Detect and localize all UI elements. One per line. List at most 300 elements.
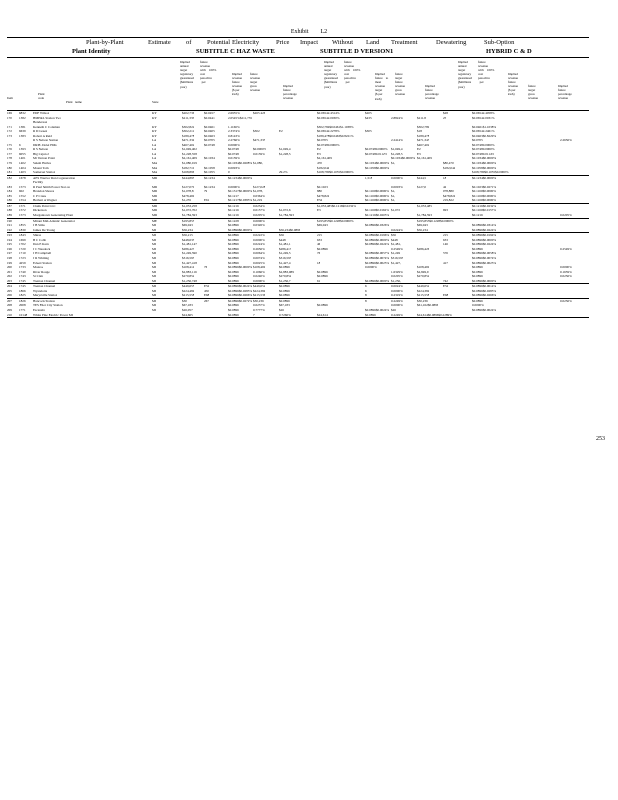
cell-item: 177 bbox=[7, 151, 12, 156]
cell-c: $0.0896 bbox=[228, 312, 239, 317]
header-h-implied-revenue: Implied revenue future revenue ($ per kwh) bbox=[508, 72, 519, 97]
cell-e: $1,249,5 bbox=[279, 251, 291, 256]
cell-i: $211.8 bbox=[417, 115, 426, 120]
cell-h: $1, bbox=[391, 161, 396, 166]
cell-st: MI bbox=[152, 307, 157, 312]
cell-a: $67,183 bbox=[182, 303, 193, 308]
cell-name: Dickerson bbox=[33, 208, 47, 213]
cell-name: Salem Harbor bbox=[33, 161, 52, 166]
cell-st: LA bbox=[152, 156, 157, 161]
cell-j: 693 bbox=[443, 208, 448, 213]
cell-name: Marysville Station bbox=[33, 293, 58, 298]
cell-d: $108,469 bbox=[253, 265, 266, 270]
cell-j: 742 bbox=[443, 278, 448, 283]
cell-id: 1723 bbox=[19, 255, 26, 260]
cell-i: $1,784,593 bbox=[417, 213, 432, 218]
cell-b: $0.0441 bbox=[204, 115, 215, 120]
cell-h: 0.0000% bbox=[391, 288, 403, 293]
cell-name: J B Sims bbox=[33, 223, 45, 228]
cell-a: $302,822 bbox=[182, 124, 195, 129]
cell-b: 79 bbox=[204, 189, 208, 194]
cell-e: $1,228,5 bbox=[279, 151, 291, 156]
cell-k: $0.0896 bbox=[472, 246, 483, 251]
cell-a: $1,481,147 bbox=[182, 242, 197, 247]
cell-a: $471,334 bbox=[182, 138, 195, 143]
cell-i: $2,161,409 bbox=[417, 156, 432, 161]
cell-i: E2 bbox=[417, 147, 421, 152]
cell-id: 1740 bbox=[19, 269, 26, 274]
cell-d: 0.0222% bbox=[253, 233, 265, 238]
cell-e: 29.2% bbox=[279, 170, 288, 175]
cell-name: Mount Tom bbox=[33, 165, 49, 170]
cell-id: 6055 bbox=[19, 151, 26, 156]
cell-name: B C Cobb bbox=[33, 237, 47, 242]
header-plant-code: Plant code bbox=[38, 92, 45, 101]
cell-d: 0.0224% bbox=[253, 242, 265, 247]
cell-st: MD bbox=[152, 198, 158, 203]
cell-i: $270,852 bbox=[417, 274, 430, 279]
cell-name: Mt Vernon Point bbox=[33, 156, 55, 161]
cell-item: 195 bbox=[7, 242, 12, 247]
cell-k: $0.1160$0.0000% bbox=[472, 193, 497, 198]
cell-e: $1,049,4 bbox=[279, 147, 291, 152]
cell-id: 1702 bbox=[19, 242, 26, 247]
cell-st: LA bbox=[152, 151, 157, 156]
cell-h: $316,593 bbox=[391, 255, 404, 260]
cell-a: $302,211 bbox=[182, 129, 195, 134]
cell-item: 185 bbox=[7, 193, 12, 198]
cell-k: $0.0896$0.0024% bbox=[472, 307, 497, 312]
cell-st: KY bbox=[152, 133, 157, 138]
cell-name: Dan E Karn bbox=[33, 242, 49, 247]
cell-d: 0.0000% bbox=[253, 278, 265, 283]
cell-c: $0.1317$0.0000% bbox=[228, 189, 253, 194]
cell-k: $0.0896$0.0314% bbox=[472, 223, 497, 228]
cell-c: $0.0896 bbox=[228, 246, 239, 251]
subtitle-group-d: SUBTITLE D VERSION1 bbox=[320, 48, 394, 55]
cell-e: $56,234$0.0896 bbox=[279, 227, 301, 232]
cell-name: R Paul Smith Power Stat on bbox=[33, 184, 70, 189]
cell-e: $67,183 bbox=[279, 303, 290, 308]
cell-c: $0.0896 bbox=[228, 255, 239, 260]
cell-d: $30,236 bbox=[253, 298, 264, 303]
title-word: Impact bbox=[300, 39, 319, 46]
cell-name: Wyandotte bbox=[33, 288, 48, 293]
cell-f: E52 bbox=[317, 198, 323, 203]
cell-id: 1573 bbox=[19, 213, 26, 218]
cell-a: $1,784,593 bbox=[182, 213, 197, 218]
cell-name: Facility bbox=[33, 180, 44, 185]
cell-id: 1825 bbox=[19, 293, 26, 298]
cell-g: $0.07480.0112% bbox=[365, 151, 388, 156]
cell-name: J H Campbell bbox=[33, 251, 52, 256]
cell-j: 25 bbox=[443, 115, 447, 120]
cell-h: $448 bbox=[391, 237, 398, 242]
cell-f: $0.0896 bbox=[317, 303, 328, 308]
cell-name: Herbert A Wagner bbox=[33, 198, 57, 203]
cell-c: $0.0896 bbox=[228, 260, 239, 265]
cell-c: $0.0896 bbox=[228, 303, 239, 308]
cell-j: 146 bbox=[443, 242, 448, 247]
cell-k: $0.0461$1.1038% bbox=[472, 124, 497, 129]
cell-st: MI bbox=[152, 242, 157, 247]
header-c-annual-target: Implied annual target regulatory guaranteed ($millions year) bbox=[180, 60, 194, 89]
cell-h: 0.0205% bbox=[391, 274, 403, 279]
cell-j: 633 bbox=[443, 237, 448, 242]
cell-k: $0.0896$0.0194% bbox=[472, 233, 497, 238]
cell-name: AES Warrior Run Cogeneration bbox=[33, 175, 76, 180]
cell-k: $0.0896$0.0025% bbox=[472, 260, 497, 265]
cell-a: $182,710 bbox=[182, 165, 195, 170]
title-word: Land bbox=[366, 39, 380, 46]
cell-name: Mirant Mid-Atlantic Generation bbox=[33, 218, 76, 223]
title-word: Plant-by-Plant bbox=[86, 39, 124, 46]
header-item: Item bbox=[7, 96, 13, 100]
cell-f: E3 bbox=[317, 151, 321, 156]
cell-st: LA bbox=[152, 138, 157, 143]
cell-g: $0.1216$0.0205% bbox=[365, 213, 390, 218]
cell-d: 0.0234% bbox=[253, 203, 265, 208]
cell-e: $1,784,593 bbox=[279, 213, 294, 218]
cell-f: 215 bbox=[317, 233, 322, 238]
cell-j: $478,824 bbox=[443, 193, 456, 198]
cell-k: $0.0896$0.0000% bbox=[472, 278, 497, 283]
cell-st: KY bbox=[152, 124, 157, 129]
cell-f: 61 bbox=[317, 278, 321, 283]
cell-name: Monroe bbox=[33, 265, 44, 270]
cell-k: $0.1034$0.0000% bbox=[472, 161, 497, 166]
title-word: Estimate bbox=[148, 39, 171, 46]
cell-e: $1,256,7 bbox=[279, 278, 291, 283]
cell-k: $0.07480.0000% bbox=[472, 142, 495, 147]
cell-name: R D Green bbox=[33, 129, 48, 134]
cell-id: 1855 bbox=[19, 223, 26, 228]
cell-k: $0.0896 bbox=[472, 269, 483, 274]
cell-name: Kenneth C Coleman bbox=[33, 124, 60, 129]
cell-item: 171 bbox=[7, 124, 12, 129]
cell-st: MI bbox=[152, 265, 157, 270]
cell-item: 203 bbox=[7, 278, 12, 283]
cell-c: $0.0896$0.0266% bbox=[228, 293, 253, 298]
cell-item: 192 bbox=[7, 227, 12, 232]
cell-a: $24,665 bbox=[182, 312, 193, 317]
cell-h: 0.2249% bbox=[391, 298, 403, 303]
cell-c: $0.1216 bbox=[228, 213, 239, 218]
cell-item: 178 bbox=[7, 156, 12, 161]
cell-f: $182,044 bbox=[317, 165, 330, 170]
cell-st: MI bbox=[152, 278, 157, 283]
header-state: State bbox=[152, 100, 159, 104]
cell-name: James De Young bbox=[33, 227, 56, 232]
cell-a: $1,235 bbox=[182, 198, 192, 203]
cell-id: 1382 bbox=[19, 115, 26, 120]
cell-e: $56 bbox=[279, 233, 284, 238]
cell-j: $28 bbox=[443, 111, 448, 115]
cell-c: 0.0000% bbox=[228, 184, 240, 189]
cell-g: $0.1160$0.0162% bbox=[365, 208, 390, 213]
cell-k: $0.1160$0.0000% bbox=[472, 189, 497, 194]
exhibit-number: L2 bbox=[320, 29, 328, 35]
cell-a: $286,427 bbox=[182, 246, 195, 251]
cell-c: $0.0748 bbox=[228, 147, 239, 152]
cell-a: $168,896 bbox=[182, 170, 195, 175]
cell-name: J R Whiting bbox=[33, 255, 49, 260]
cell-a: $1,072,702 bbox=[182, 208, 197, 213]
cell-i: $61,162$0.0896 bbox=[417, 303, 439, 308]
cell-id: 6 bbox=[19, 142, 21, 147]
cell-g: 1,518 bbox=[365, 175, 373, 180]
cell-item: 179 bbox=[7, 161, 12, 166]
cell-k: $0.1034$0.0000% bbox=[472, 156, 497, 161]
cell-h: 0.0024% bbox=[391, 284, 403, 289]
cell-k: $0.07480.0114% bbox=[472, 151, 495, 156]
cell-b: E61 bbox=[204, 198, 210, 203]
cell-id: 1402 bbox=[19, 161, 26, 166]
cell-st: MI bbox=[152, 284, 157, 289]
cell-f: $0.06542.0030% bbox=[317, 115, 340, 120]
cell-i: $127,0 bbox=[417, 184, 427, 189]
cell-st: MI bbox=[152, 269, 157, 274]
cell-h: 0.0000% bbox=[391, 303, 403, 308]
cell-h: 0.0000% bbox=[391, 175, 403, 180]
cell-c: 0.8143% bbox=[228, 133, 240, 138]
cell-k: $0.0896 bbox=[472, 274, 483, 279]
cell-a: $478,469 bbox=[182, 193, 195, 198]
cell-k: $0.1216 bbox=[472, 213, 483, 218]
cell-k: $0.06542.2461% bbox=[472, 129, 495, 134]
cell-g: 0.0000% bbox=[365, 265, 377, 270]
cell-g: $0.0896$0.0196% bbox=[365, 233, 390, 238]
cell-c: $0.0896$0.0024% bbox=[228, 284, 253, 289]
cell-a: $2,883,116 bbox=[182, 269, 197, 274]
cell-e: $0.0896 bbox=[279, 298, 290, 303]
cell-i: $189,478 bbox=[417, 133, 430, 138]
cell-name: C P Crane bbox=[33, 193, 47, 198]
cell-k: $0.1160$0.0157% bbox=[472, 208, 497, 213]
cell-b: $0.1058 bbox=[204, 165, 215, 170]
cell-i: $244,5 bbox=[417, 175, 427, 180]
cell-c: 0.0000% bbox=[228, 142, 240, 147]
header-plant-name: Plant name bbox=[66, 100, 82, 104]
cell-i: $302,789 bbox=[417, 124, 430, 129]
header-d-implied-revenue: Implied future to meet revenue target ($ per kwh) bbox=[375, 72, 389, 101]
cell-b: 267 bbox=[204, 298, 209, 303]
cell-d: 0.7777% bbox=[253, 307, 265, 312]
cell-k: 0.0000% bbox=[472, 303, 484, 308]
cell-id: 602 bbox=[19, 189, 24, 194]
cell-g: $0.07480.0000% bbox=[365, 147, 388, 152]
cell-g: $305 bbox=[365, 129, 372, 134]
cell-item: 206 bbox=[7, 293, 12, 298]
header-c-revenue-target: future revenue target gross revenue bbox=[250, 72, 261, 93]
cell-j: 215 bbox=[443, 233, 448, 238]
cell-id: 1678 bbox=[19, 175, 26, 180]
cell-c: $0.0896$0.0272% bbox=[228, 298, 253, 303]
cell-e: $0.0896 bbox=[279, 288, 290, 293]
cell-l: 0.0256% bbox=[560, 274, 572, 279]
cell-e: $0.0896 bbox=[279, 293, 290, 298]
cell-d: $1,080, bbox=[253, 161, 263, 166]
cell-j: E52 bbox=[443, 284, 449, 289]
cell-i: $56,234 bbox=[417, 227, 428, 232]
cell-d: 0.0205% bbox=[253, 213, 265, 218]
cell-id: 1733 bbox=[19, 265, 26, 270]
cell-c: $0.1034$0.0208% bbox=[228, 161, 253, 166]
cell-c: $0.1216 bbox=[228, 203, 239, 208]
cell-id: 1404 bbox=[19, 165, 26, 170]
cell-h: 0.0003% bbox=[391, 184, 403, 189]
cell-c: $0.1216 bbox=[228, 208, 239, 213]
cell-id: 1720 bbox=[19, 246, 26, 251]
cell-d: $302 bbox=[253, 129, 260, 134]
cell-d: $224,384 bbox=[253, 288, 266, 293]
cell-c: $0.0896 bbox=[228, 274, 239, 279]
cell-a: $69,043 bbox=[182, 223, 193, 228]
cell-j: E68 bbox=[443, 293, 449, 298]
cell-g: $0.0896$0.0000% bbox=[365, 237, 390, 242]
cell-k: $0.06542.4058% bbox=[472, 111, 495, 115]
cell-e: $1,481,1 bbox=[279, 242, 291, 247]
cell-st: MD bbox=[152, 184, 158, 189]
cell-a: $316,593 bbox=[182, 255, 195, 260]
cell-c: $0.0896 bbox=[228, 269, 239, 274]
cell-j: 18 bbox=[443, 175, 447, 180]
cell-h: $26 bbox=[391, 307, 396, 312]
cell-i: $471,343 bbox=[417, 138, 430, 143]
title-word: Price bbox=[276, 39, 290, 46]
cell-g: $0.1160$0.0000% bbox=[365, 189, 390, 194]
cell-c: 0.0093% bbox=[228, 165, 240, 170]
cell-f: 76 bbox=[317, 251, 321, 256]
cell-name: TES Filer City Station bbox=[33, 303, 63, 308]
cell-h: $0.1034$0.0000% bbox=[391, 156, 416, 161]
cell-a: $448,633 bbox=[182, 237, 195, 242]
cell-a: $1,080,019 bbox=[182, 161, 197, 166]
cell-st: MD bbox=[152, 208, 158, 213]
cell-item: 190 bbox=[7, 218, 12, 223]
cell-i: $69,043 bbox=[417, 223, 428, 228]
cell-i: $467,402 bbox=[417, 142, 430, 147]
cell-b: $0.0748 bbox=[204, 142, 215, 147]
cell-item: 205 bbox=[7, 288, 12, 293]
cell-name: Somerset Station bbox=[33, 170, 56, 175]
cell-st: MI bbox=[152, 274, 157, 279]
cell-st: MI bbox=[152, 251, 157, 256]
table-subtitle-row bbox=[0, 48, 618, 62]
cell-d: $0.0000% bbox=[253, 147, 267, 152]
cell-f: E2 bbox=[317, 147, 321, 152]
cell-i: $286,426 bbox=[417, 246, 430, 251]
header-h-percentage: Implied future percentage revenue bbox=[558, 84, 572, 101]
cell-e: $316,593 bbox=[279, 255, 292, 260]
cell-d: $1,219 bbox=[253, 198, 263, 203]
cell-id: 1381 bbox=[19, 124, 26, 129]
cell-st: MI bbox=[152, 298, 157, 303]
cell-i: $30,236 bbox=[417, 298, 428, 303]
cell-g: $0.0896$0.0326% bbox=[365, 223, 390, 228]
cell-j: $182,044 bbox=[443, 165, 456, 170]
cell-item: 188 bbox=[7, 208, 12, 213]
cell-k: $0.1058$0.0000% bbox=[472, 165, 497, 170]
cell-item: 197 bbox=[7, 251, 12, 256]
cell-name: R S Nelson Station bbox=[33, 138, 59, 143]
cell-i: $2,849,9 bbox=[417, 269, 429, 274]
cell-item: 187 bbox=[7, 203, 12, 208]
cell-l: 0.1659% bbox=[560, 269, 572, 274]
cell-a: $56,215 bbox=[182, 233, 193, 238]
cell-f: $195,853$0.1228$0.0000% bbox=[317, 218, 354, 223]
cell-st: MA bbox=[152, 161, 158, 166]
cell-c: $0.1217 bbox=[228, 193, 239, 198]
cell-h: $1,256, bbox=[391, 278, 401, 283]
cell-item: 184 bbox=[7, 189, 12, 194]
cell-st: MD bbox=[152, 189, 158, 194]
cell-e: $0.0896 bbox=[279, 265, 290, 270]
cell-st: MI bbox=[152, 255, 157, 260]
cell-a: $195,853 bbox=[182, 218, 195, 223]
cell-f: $189,478$0.0463$0.8221% bbox=[317, 133, 354, 138]
cell-id: 1699 bbox=[19, 237, 26, 242]
cell-a: $1,228,558 bbox=[182, 151, 197, 156]
cell-c: $0.0896 bbox=[228, 278, 239, 283]
cell-b: 76 bbox=[204, 265, 208, 270]
cell-name: Brandon Shores bbox=[33, 189, 55, 194]
cell-a: $211,335 bbox=[182, 115, 195, 120]
cell-e: $26 bbox=[279, 307, 284, 312]
cell-id: 2008 bbox=[19, 303, 26, 308]
cell-item: 198 bbox=[7, 255, 12, 260]
cell-name: R S Nelson bbox=[33, 147, 49, 152]
cell-d: 0.0240% bbox=[253, 274, 265, 279]
cell-item: 180 bbox=[7, 165, 12, 170]
cell-g: $0.0896$0.0224% bbox=[365, 242, 390, 247]
cell-name: White Pine Electric Power MI bbox=[33, 312, 73, 317]
cell-st: MI bbox=[152, 260, 157, 265]
cell-g: 8 bbox=[365, 293, 367, 298]
cell-a: $1,427,418 bbox=[182, 260, 197, 265]
header-h-annual-target: Implied annual target regulatory guaranteed ($millions year) bbox=[458, 60, 472, 89]
cell-e: $448 bbox=[279, 237, 286, 242]
cell-g: $0.1058$0.0000% bbox=[365, 165, 390, 170]
subtitle-group-c: SUBTITLE C HAZ WASTE bbox=[196, 48, 275, 55]
cell-h: $1,427, bbox=[391, 260, 401, 265]
cell-k: $0.0896$0.0285% bbox=[472, 288, 497, 293]
cell-st: MI bbox=[152, 227, 157, 232]
cell-c: $0.1217$0.0385% bbox=[228, 198, 253, 203]
cell-d: 0.0237% bbox=[253, 303, 265, 308]
cell-h: 0.0224% bbox=[391, 227, 403, 232]
cell-c: $0.1228 bbox=[228, 218, 239, 223]
cell-l: 0.2549% bbox=[560, 246, 572, 251]
cell-st: MI bbox=[152, 303, 157, 308]
cell-b: $0.0461 bbox=[204, 124, 215, 129]
cell-f: $0.06542.2278% bbox=[317, 129, 340, 134]
cell-c: 2.0545%$211,735 bbox=[228, 115, 253, 120]
cell-j: 078,880 bbox=[443, 189, 454, 194]
cell-d: $1,078, bbox=[253, 189, 263, 194]
cell-item: 189 bbox=[7, 213, 12, 218]
cell-item: 210 bbox=[7, 312, 12, 317]
cell-k: $0.0896$0.0074% bbox=[472, 255, 497, 260]
cell-name: Big Cajun 2 bbox=[33, 151, 49, 156]
subtitle-plant-identity: Plant Identity bbox=[72, 48, 111, 55]
cell-d: 0.0074% bbox=[253, 255, 265, 260]
cell-k: $0.0896$0.0058% bbox=[472, 251, 497, 256]
cell-h: $1,228,5 bbox=[391, 151, 403, 156]
cell-h: $1,249 bbox=[391, 251, 401, 256]
cell-b: $0.0457 bbox=[204, 111, 215, 115]
cell-a: $56,234 bbox=[182, 227, 193, 232]
